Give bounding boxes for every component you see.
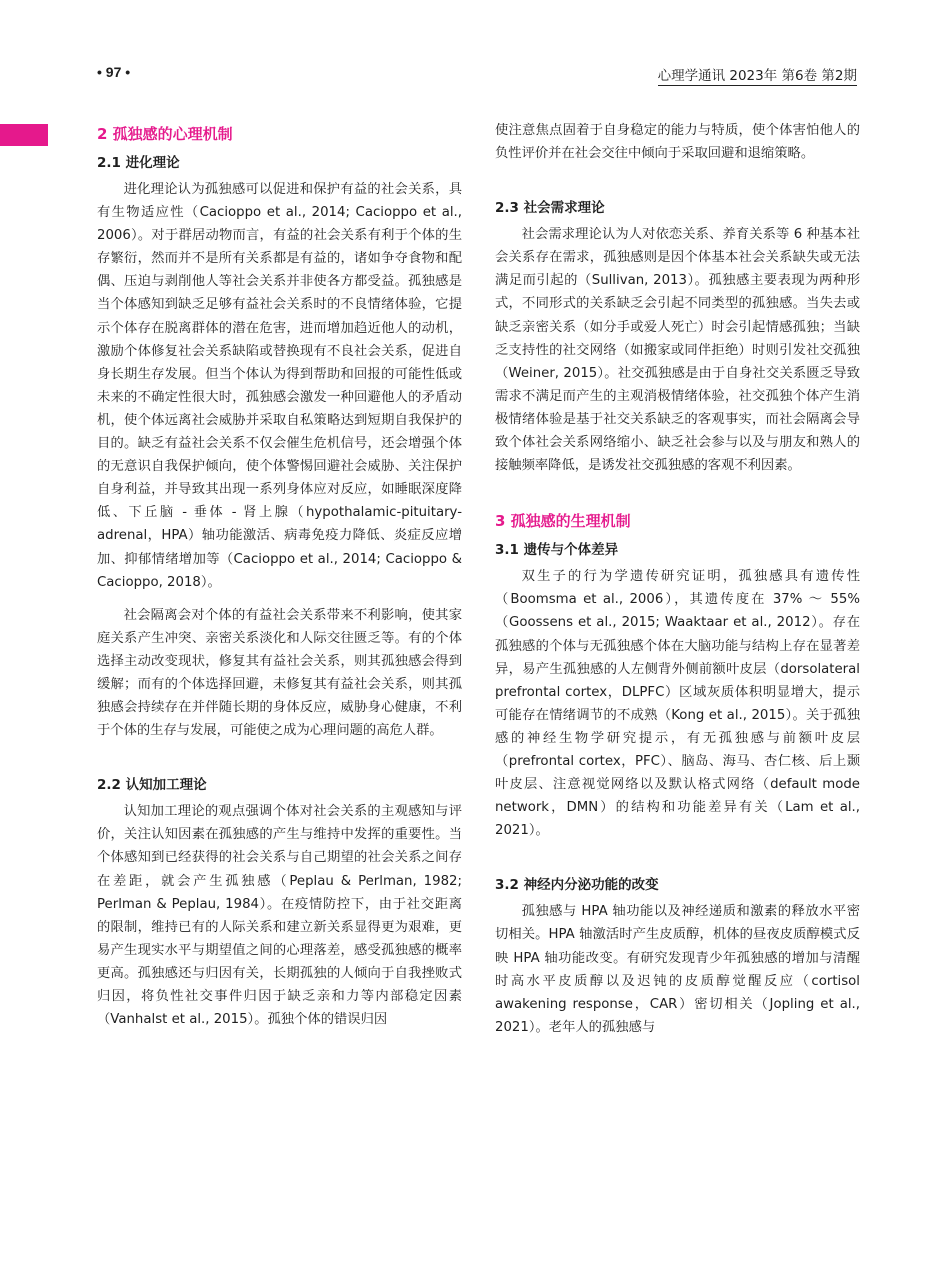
section-heading-2: 2 孤独感的心理机制 — [97, 125, 233, 143]
subsection-heading-2-3: 2.3 社会需求理论 — [495, 200, 605, 217]
journal-title: 心理学通讯 2023年 第6卷 第2期 — [658, 64, 857, 86]
subsection-heading-3-2: 3.2 神经内分泌功能的改变 — [495, 877, 659, 894]
subsection-heading-3-1: 3.1 遗传与个体差异 — [495, 542, 619, 559]
paragraph: 社会需求理论认为人对依恋关系、养育关系等 6 种基本社会关系存在需求，孤独感则是因个体基本社会关系缺失或无法满足而引起的（Sullivan, 2013）。孤独感主要表现为两种形式，不同形式的关系缺乏会引起不同类型的孤独感。当失去或缺乏亲密关系（如分手或爱人死亡）时会引起情感孤独；当缺乏支持性的社交网络（如搬家或同伴拒绝）时则引发社交孤独（Weiner, 2015）。社交孤独感是由于自身社交关系匮乏导致需求不满足而产生的主观消极情绪体验，社交孤独个体产生消极情绪体验是基于社交关系缺乏的客观事实，而社会隔离会导致个体社会关系网络缩小、缺乏社会参与以及与朋友和熟人的接触频率降低，是诱发社交孤独感的客观不利因素。 — [495, 227, 860, 474]
paragraph-continued: 使注意焦点固着于自身稳定的能力与特质，使个体害怕他人的负性评价并在社会交往中倾向于采取回避和退缩策略。 — [495, 123, 860, 162]
running-header — [97, 62, 857, 84]
paragraph: 进化理论认为孤独感可以促进和保护有益的社会关系，具有生物适应性（Cacioppo et al., 2014; Cacioppo et al., 2006）。对于群居动物而言，有益的社会关系有利于个体的生存繁衍，然而并不是所有关系都是有益的，诸如争夺食物和配偶、压迫与剥削他人等社会关系并非使各方都受益。孤独感是当个体感知到缺乏足够有益社会关系时的不良情绪体验，它提示个体存在脱离群体的潜在危害，进而增加趋近他人的动机，激励个体修复社会关系缺陷或替换现有不良社会关系，促进自身长期生存发展。但当个体认为得到帮助和回报的可能性低或未来的不确定性很大时，孤独感会激发一种回避他人的矛盾动机，使个体远离社会威胁并采取自私策略达到短期自我保护的目的。缺乏有益社会关系不仅会催生危机信号，还会增强个体的无意识自我保护倾向，使个体警惕回避社会威胁、关注保护自身利益，并导致其出现一系列身体应对反应，如睡眠深度降低、下丘脑 - 垂体 - 肾上腺（hypothalamic-pituitary-adrenal，HPA）轴功能激活、病毒免疫力降低、炎症反应增加、抑郁情绪增加等（Cacioppo et al., 2014; Cacioppo & Cacioppo, 2018）。 — [97, 182, 462, 590]
section-heading-3: 3 孤独感的生理机制 — [495, 512, 631, 531]
paragraph: 孤独感与 HPA 轴功能以及神经递质和激素的释放水平密切相关。HPA 轴激活时产生皮质醇，机体的昼夜皮质醇模式反映 HPA 轴功能改变。有研究发现青少年孤独感的增加与清醒时高水平皮质醇以及迟钝的皮质醇觉醒反应（cortisol awakening response，CAR）密切相关（Jopling et al., 2021）。老年人的孤独感与 — [495, 904, 860, 1035]
subsection-heading-2-1: 2.1 进化理论 — [97, 155, 180, 171]
section-accent-bar — [0, 124, 48, 146]
left-column — [97, 122, 462, 1031]
subsection-heading-2-2: 2.2 认知加工理论 — [97, 777, 207, 794]
paragraph: 双生子的行为学遗传研究证明，孤独感具有遗传性（Boomsma et al., 2006），其遗传度在 37% ～ 55%（Goossens et al., 2015; Waaktaar et al., 2012）。存在孤独感的个体与无孤独感个体在大脑功能与结构上存在显著差异，易产生孤独感的人左侧背外侧前额叶皮层（dorsolateral prefrontal cortex，DLPFC）区域灰质体积明显增大，提示可能存在情绪调节的不成熟（Kong et al., 2015）。关于孤独感的神经生物学研究提示，有无孤独感与前额叶皮层（prefrontal cortex，PFC）、脑岛、海马、杏仁核、后上颞叶皮层、注意视觉网络以及默认格式网络（default mode network，DMN）的结构和功能差异有关（Lam et al., 2021）。 — [495, 569, 860, 839]
paragraph: 社会隔离会对个体的有益社会关系带来不利影响，使其家庭关系产生冲突、亲密关系淡化和人际交往匮乏等。有的个体选择主动改变现状，修复其有益社会关系，则其孤独感会得到缓解；而有的个体选择回避，未修复其有益社会关系，则其孤独感会持续存在并伴随长期的身体反应，威胁身心健康，不利于个体的生存与发展，可能使之成为心理问题的高危人群。 — [97, 607, 462, 739]
right-column — [495, 119, 860, 1039]
page-number: • 97 • — [97, 64, 131, 80]
paragraph: 认知加工理论的观点强调个体对社会关系的主观感知与评价，关注认知因素在孤独感的产生与维持中发挥的重要性。当个体感知到已经获得的社会关系与自己期望的社会关系之间存在差距，就会产生孤独感（Peplau & Perlman, 1982; Perlman & Peplau, 1984）。在疫情防控下，由于社交距离的限制，维持已有的人际关系和建立新关系显得更为艰难，更易产生现实水平与期望值之间的心理落差，感受孤独感的概率更高。孤独感还与归因有关，长期孤独的人倾向于自我挫败式归因，将负性社交事件归因于缺乏亲和力等内部稳定因素（Vanhalst et al., 2015）。孤独个体的错误归因 — [97, 804, 462, 1028]
